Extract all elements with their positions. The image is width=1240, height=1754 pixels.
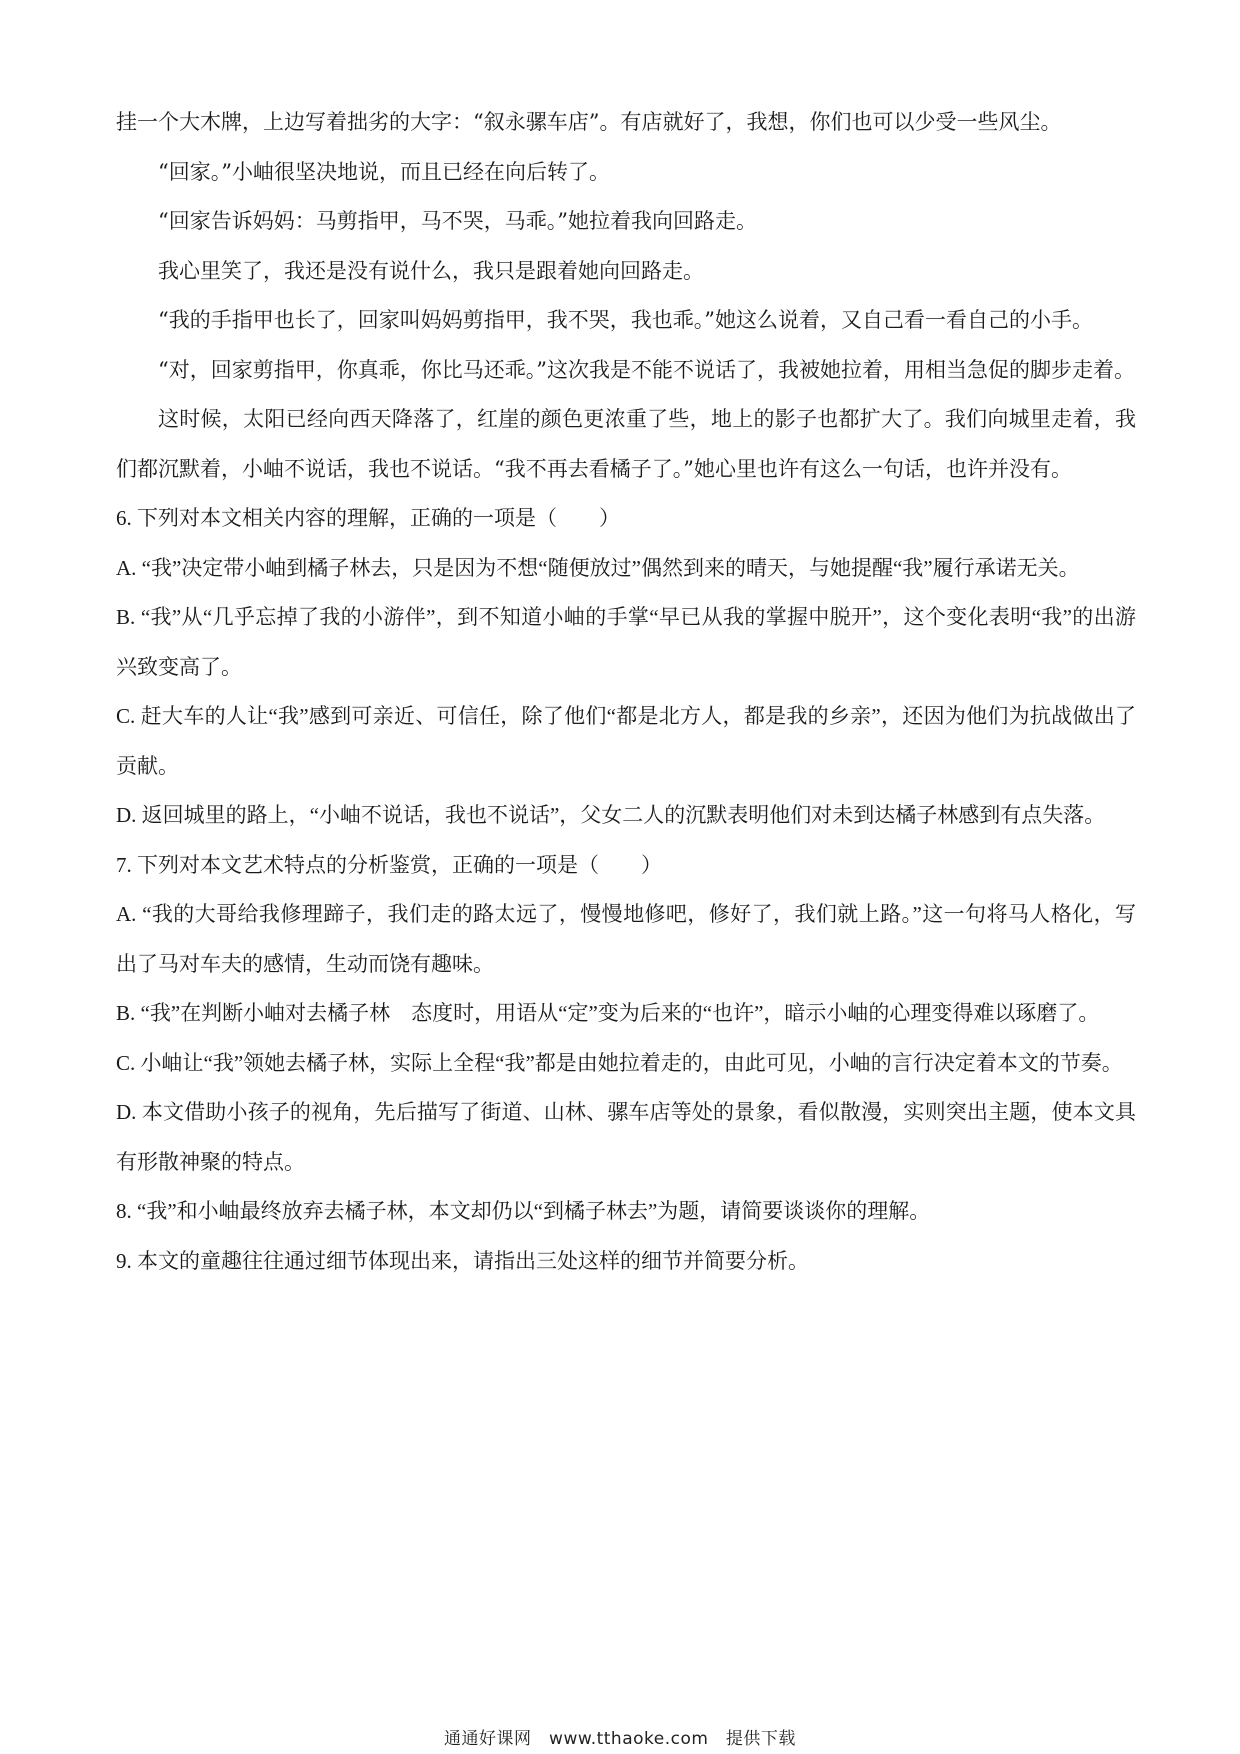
question-6-option-c: C. 赶大车的人让“我”感到可亲近、可信任，除了他们“都是北方人，都是我的乡亲”，还因为他们为抗战做出了贡献。 [116,704,1136,778]
passage-paragraph-6: “对，回家剪指甲，你真乖，你比马还乖。”这次我是不能不说话了，我被她拉着，用相当急促的脚步走着。 [158,357,1135,382]
question-8: 8. “我”和小岫最终放弃去橘子林，本文却仍以“到橘子林去”为题，请简要谈谈你的理解。 [116,1199,931,1223]
footer-watermark: 通通好课网 www.tthaoke.com 提供下载 [444,1729,796,1749]
passage-paragraph-2: “回家。”小岫很坚决地说，而且已经在向后转了。 [158,159,610,184]
question-7-option-d: D. 本文借助小孩子的视角，先后描写了街道、山林、骡车店等处的景象，看似散漫，实则突出主题，使本文具有形散神聚的特点。 [116,1100,1136,1174]
passage-paragraph-5: “我的手指甲也长了，回家叫妈妈剪指甲，我不哭，我也乖。”她这么说着，又自己看一看自己的小手。 [158,308,1093,332]
question-6-option-b: B. “我”从“几乎忘掉了我的小游伴”，到不知道小岫的手掌“早已从我的掌握中脱开”，这个变化表明“我”的出游兴致变高了。 [116,605,1136,679]
question-6-option-d: D. 返回城里的路上，“小岫不说话，我也不说话”，父女二人的沉默表明他们对未到达橘子林感到有点失落。 [116,803,1106,827]
document-body [116,98,1136,1286]
passage-paragraph-1: 挂一个大木牌，上边写着拙劣的大字：“叙永骡车店”。有店就好了，我想，你们也可以少受一些风尘。 [116,110,1062,134]
question-9: 9. 本文的童趣往往通过细节体现出来，请指出三处这样的细节并简要分析。 [116,1248,809,1273]
question-6-stem: 6. 下列对本文相关内容的理解，正确的一项是（ ） [116,506,620,530]
passage-paragraph-7: 这时候，太阳已经向西天降落了，红崖的颜色更浓重了些，地上的影子也都扩大了。我们向城里走着，我们都沉默着，小岫不说话，我也不说话。“我不再去看橘子了。”她心里也许有这么一句话，也许并没有。 [116,407,1136,481]
question-7-option-c: C. 小岫让“我”领她去橘子林，实际上全程“我”都是由她拉着走的，由此可见，小岫的言行决定着本文的节奏。 [116,1050,1123,1075]
question-7-option-b: B. “我”在判断小岫对去橘子林 态度时，用语从“定”变为后来的“也许”，暗示小岫的心理变得难以琢磨了。 [116,1001,1100,1025]
question-7-stem: 7. 下列对本文艺术特点的分析鉴赏，正确的一项是（ ） [116,852,662,877]
question-6-option-a: A. “我”决定带小岫到橘子林去，只是因为不想“随便放过”偶然到来的晴天，与她提醒“我”履行承诺无关。 [116,555,1080,580]
question-6 [116,494,1136,841]
question-7-option-a: A. “我的大哥给我修理蹄子，我们走的路太远了，慢慢地修吧，修好了，我们就上路。”这一句将马人格化，写出了马对车夫的感情，生动而饶有趣味。 [116,902,1136,976]
passage-paragraph-3: “回家告诉妈妈：马剪指甲，马不哭，马乖。”她拉着我向回路走。 [158,209,757,233]
passage-paragraph-4: 我心里笑了，我还是没有说什么，我只是跟着她向回路走。 [158,258,704,283]
question-7 [116,841,1136,1188]
